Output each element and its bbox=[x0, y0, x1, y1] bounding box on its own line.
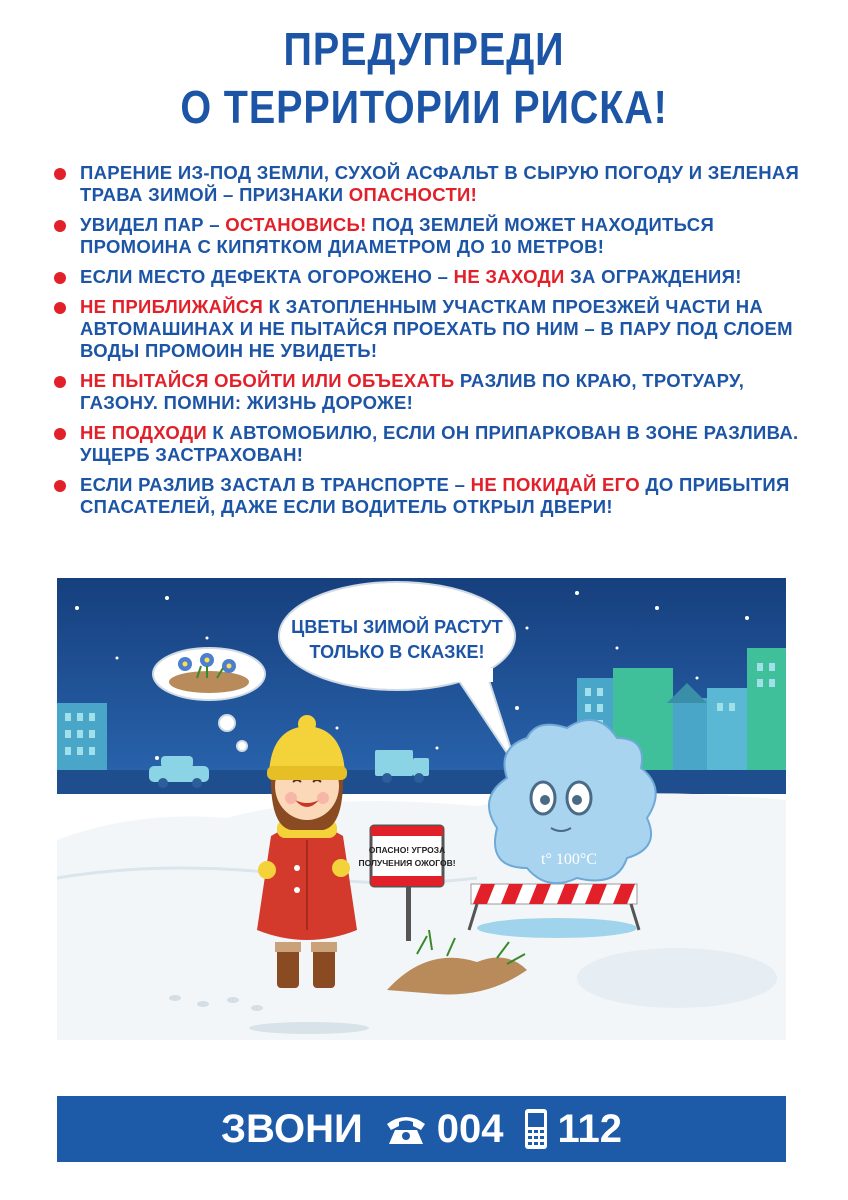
emergency-footer bbox=[57, 1096, 786, 1162]
rule-warning-text: НЕ ПЫТАЙСЯ ОБОЙТИ ИЛИ ОБЪЕХАТЬ bbox=[80, 370, 455, 391]
rule-warning-text: НЕ ПРИБЛИЖАЙСЯ bbox=[80, 296, 264, 317]
rule-warning-text: НЕ ЗАХОДИ bbox=[453, 266, 565, 287]
rule-warning-text: ОСТАНОВИСЬ! bbox=[225, 214, 367, 235]
rule-text: К ЗАТОПЛЕННЫМ УЧАСТКАМ ПРОЕЗЖЕЙ ЧАСТИ НА АВТОМАШИНАХ И НЕ ПЫТАЙСЯ ПРОЕХАТЬ ПО НИМ – В ПАРУ ПОД СЛОЕМ ВОДЫ ПРОМОИН НЕ УВИДЕТЬ! bbox=[80, 296, 793, 361]
rule-text: ЗА ОГРАЖДЕНИЯ! bbox=[564, 266, 742, 287]
sign-line-2: ПОЛУЧЕНИЯ ОЖОГОВ! bbox=[358, 858, 456, 868]
bullet-dot-icon bbox=[54, 302, 66, 314]
mobile-number bbox=[523, 1107, 622, 1152]
bullet-dot-icon bbox=[54, 168, 66, 180]
rule-item bbox=[54, 162, 804, 206]
safety-rules-list bbox=[54, 162, 804, 526]
bullet-dot-icon bbox=[54, 220, 66, 232]
bullet-dot-icon bbox=[54, 428, 66, 440]
rule-warning-text: НЕ ПОКИДАЙ ЕГО bbox=[470, 474, 640, 495]
bullet-dot-icon bbox=[54, 480, 66, 492]
steam-temperature: t° 100°C bbox=[541, 851, 597, 868]
rule-item bbox=[54, 370, 804, 414]
page-title-line-2: О ТЕРРИТОРИИ РИСКА! bbox=[180, 81, 668, 133]
rule-text: ПОД ЗЕМЛЕЙ МОЖЕТ НАХОДИТЬСЯ ПРОМОИНА С КИПЯТКОМ ДИАМЕТРОМ ДО 10 МЕТРОВ! bbox=[80, 214, 715, 257]
rule-text: К АВТОМОБИЛЮ, ЕСЛИ ОН ПРИПАРКОВАН В ЗОНЕ РАЗЛИВА. УЩЕРБ ЗАСТРАХОВАН! bbox=[80, 422, 799, 465]
rule-item bbox=[54, 474, 804, 518]
rule-text: УВИДЕЛ ПАР – bbox=[80, 214, 226, 235]
speech-line-1: ЦВЕТЫ ЗИМОЙ РАСТУТ bbox=[291, 617, 503, 637]
speech-line-2: ТОЛЬКО В СКАЗКЕ! bbox=[309, 642, 485, 662]
rule-warning-text: ОПАСНОСТИ! bbox=[348, 184, 478, 205]
telephone-icon bbox=[383, 1112, 429, 1146]
rule-text: ДО ПРИБЫТИЯ СПАСАТЕЛЕЙ, ДАЖЕ ЕСЛИ ВОДИТЕЛЬ ОТКРЫЛ ДВЕРИ! bbox=[80, 474, 790, 517]
mobile-phone-icon bbox=[523, 1108, 549, 1150]
rule-item bbox=[54, 296, 804, 362]
number-004: 004 bbox=[436, 1106, 504, 1151]
page-title-line-1: ПРЕДУПРЕДИ bbox=[283, 23, 565, 75]
rule-text: ЕСЛИ РАЗЛИВ ЗАСТАЛ В ТРАНСПОРТЕ – bbox=[80, 474, 471, 495]
rule-text: РАЗЛИВ ПО КРАЮ, ТРОТУАРУ, ГАЗОНУ. ПОМНИ: ЖИЗНЬ ДОРОЖЕ! bbox=[80, 370, 745, 413]
sign-line-1: ОПАСНО! УГРОЗА bbox=[368, 845, 446, 855]
bullet-dot-icon bbox=[54, 376, 66, 388]
number-112: 112 bbox=[557, 1106, 622, 1151]
bullet-dot-icon bbox=[54, 272, 66, 284]
rule-text: ПАРЕНИЕ ИЗ-ПОД ЗЕМЛИ, СУХОЙ АСФАЛЬТ В СЫРУЮ ПОГОДУ И ЗЕЛЕНАЯ ТРАВА ЗИМОЙ – ПРИЗНАКИ bbox=[80, 162, 800, 205]
rule-text: ЕСЛИ МЕСТО ДЕФЕКТА ОГОРОЖЕНО – bbox=[80, 266, 454, 287]
call-label: ЗВОНИ bbox=[221, 1106, 363, 1151]
landline-number bbox=[383, 1107, 504, 1152]
rule-item bbox=[54, 266, 804, 288]
rule-warning-text: НЕ ПОДХОДИ bbox=[80, 422, 207, 443]
rule-item bbox=[54, 422, 804, 466]
rule-item bbox=[54, 214, 804, 258]
illustration bbox=[57, 578, 786, 1040]
